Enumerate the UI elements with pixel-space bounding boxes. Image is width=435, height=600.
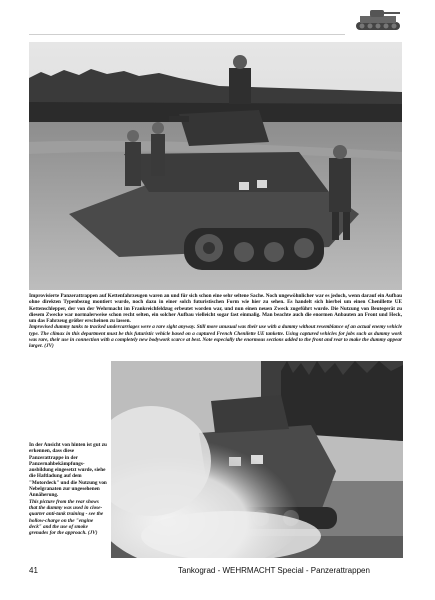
photo-dummy-tank-rear-smoke: [111, 361, 403, 558]
page-number: 41: [29, 566, 38, 575]
tank-logo-icon: [352, 4, 404, 36]
photo-dummy-tank-front: [29, 42, 402, 290]
caption-bottom-german: In der Ansicht von hinten ist gut zu erkennen, dass diese Panzerattrappe in der Panzernahbekämpfungs-ausbildung eingesetzt wurde, siehe die Haftladung auf dem "Motordeck" und die Nutzung von Nebelgranaten zur ungesehenen Annäherung.: [29, 442, 107, 499]
caption-top-german: Improvisierte Panzerattrappen auf Kettenfahrzeugen waren an und für sich schon eine sehr seltene Sache. Noch ungewöhnlicher war es jedoch, wenn darauf ein Aufbau ohne direkten Typenbezug montiert wurde, noch dazu in einer solch futuristischen Form wie hier zu sehen. Es handelt sich hierbei um einen Chenillette UE Kettenschlepper, der von der Wehrmacht im Frankreichfeldzug erbeutet worden war, und nun einen neuen Zweck zugeführt wurde. Die Nutzung von Beutegerät zu diesem Zwecke war normalerweise schon recht selten, ein solcher Aufbau vielleicht sogar fast einmalig. Man beachte auch die enormen Anbauten an Front und Heck, um das Fahrzeug größer erscheinen zu lassen.: [29, 293, 402, 325]
footer-title: Tankograd - WEHRMACHT Special - Panzerattrappen: [178, 566, 370, 575]
caption-bottom-english: This picture from the rear shows that the dummy was used in close-quarter anti-tank training - see the hollow-charge on the "engine deck" and the use of smoke grenades for the approach. (JV): [29, 498, 104, 537]
header-rule: [29, 34, 345, 35]
caption-bottom: [29, 442, 107, 536]
caption-top: [29, 293, 402, 350]
caption-top-english: Improvised dummy tanks to tracked undercarriages were a rare sight anyway. Still more unusual was their use with a dummy without resemblance of an actual enemy vehicle type. The climax in this department must be this futuristic vehicle based on a captured French Chenilette UE tankette. Using captured vehicles for jobs such as dummy work was rare, their use in connection with a completely new bodywork scarce at best. Note especially the enormous sections added to the front and rear to make the dummy appear larger. (JV): [29, 324, 402, 350]
